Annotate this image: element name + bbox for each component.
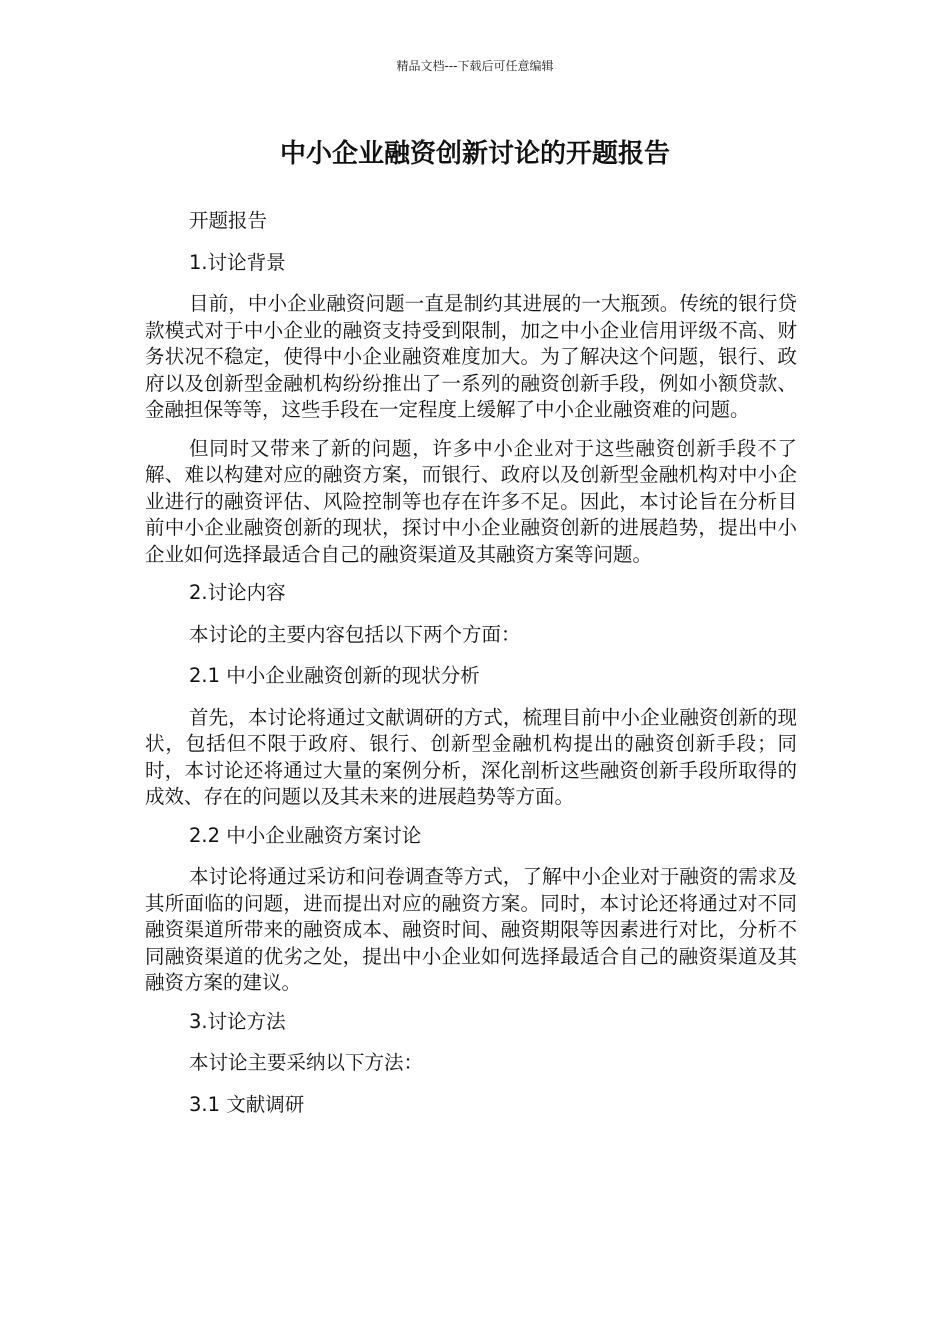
paragraph: 本讨论主要采纳以下方法： bbox=[189, 1051, 424, 1074]
page-header-note: 精品文档---下载后可任意编辑 bbox=[396, 59, 554, 73]
subsection-heading: 3.1 文献调研 bbox=[189, 1092, 305, 1116]
section-label: 开题报告 bbox=[189, 209, 268, 232]
paragraph: 首先，本讨论将通过文献调研的方式，梳理目前中小企业融资创新的现状，包括但不限于政府、银行、创新型金融机构提出的融资创新手段；同时，本讨论还将通过大量的案例分析，深化剖析这些融资创新手段所取得的成效、存在的问题以及其未来的进展趋势等方面。 bbox=[145, 705, 797, 808]
subsection-heading: 2.2 中小企业融资方案讨论 bbox=[189, 823, 422, 847]
document-title: 中小企业融资创新讨论的开题报告 bbox=[279, 139, 670, 169]
paragraph: 本讨论的主要内容包括以下两个方面： bbox=[189, 622, 521, 646]
paragraph: 但同时又带来了新的问题，许多中小企业对于这些融资创新手段不了解、难以构建对应的融资方案，而银行、政府以及创新型金融机构对中小企业进行的融资评估、风险控制等也存在许多不足。因此，本讨论旨在分析目前中小企业融资创新的现状，探讨中小企业融资创新的进展趋势，提出中小企业如何选择最适合自己的融资渠道及其融资方案等问题。 bbox=[145, 436, 797, 566]
section-heading-background: 1.讨论背景 bbox=[189, 250, 286, 274]
document-body bbox=[145, 208, 797, 1133]
section-heading-methods: 3.讨论方法 bbox=[189, 1009, 286, 1033]
paragraph: 本讨论将通过采访和问卷调查等方式，了解中小企业对于融资的需求及其所面临的问题，进而提出对应的融资方案。同时，本讨论还将通过对不同融资渠道所带来的融资成本、融资时间、融资期限等因素进行对比，分析不同融资渠道的优劣之处，提出中小企业如何选择最适合自己的融资渠道及其融资方案的建议。 bbox=[145, 865, 797, 994]
subsection-heading: 2.1 中小企业融资创新的现状分析 bbox=[189, 664, 480, 687]
section-heading-content: 2.讨论内容 bbox=[189, 581, 286, 604]
paragraph: 目前，中小企业融资问题一直是制约其进展的一大瓶颈。传统的银行贷款模式对于中小企业的融资支持受到限制，加之中小企业信用评级不高、财务状况不稳定，使得中小企业融资难度加大。为了解决这个问题，银行、政府以及创新型金融机构纷纷推出了一系列的融资创新手段，例如小额贷款、金融担保等等，这些手段在一定程度上缓解了中小企业融资难的问题。 bbox=[145, 292, 797, 421]
